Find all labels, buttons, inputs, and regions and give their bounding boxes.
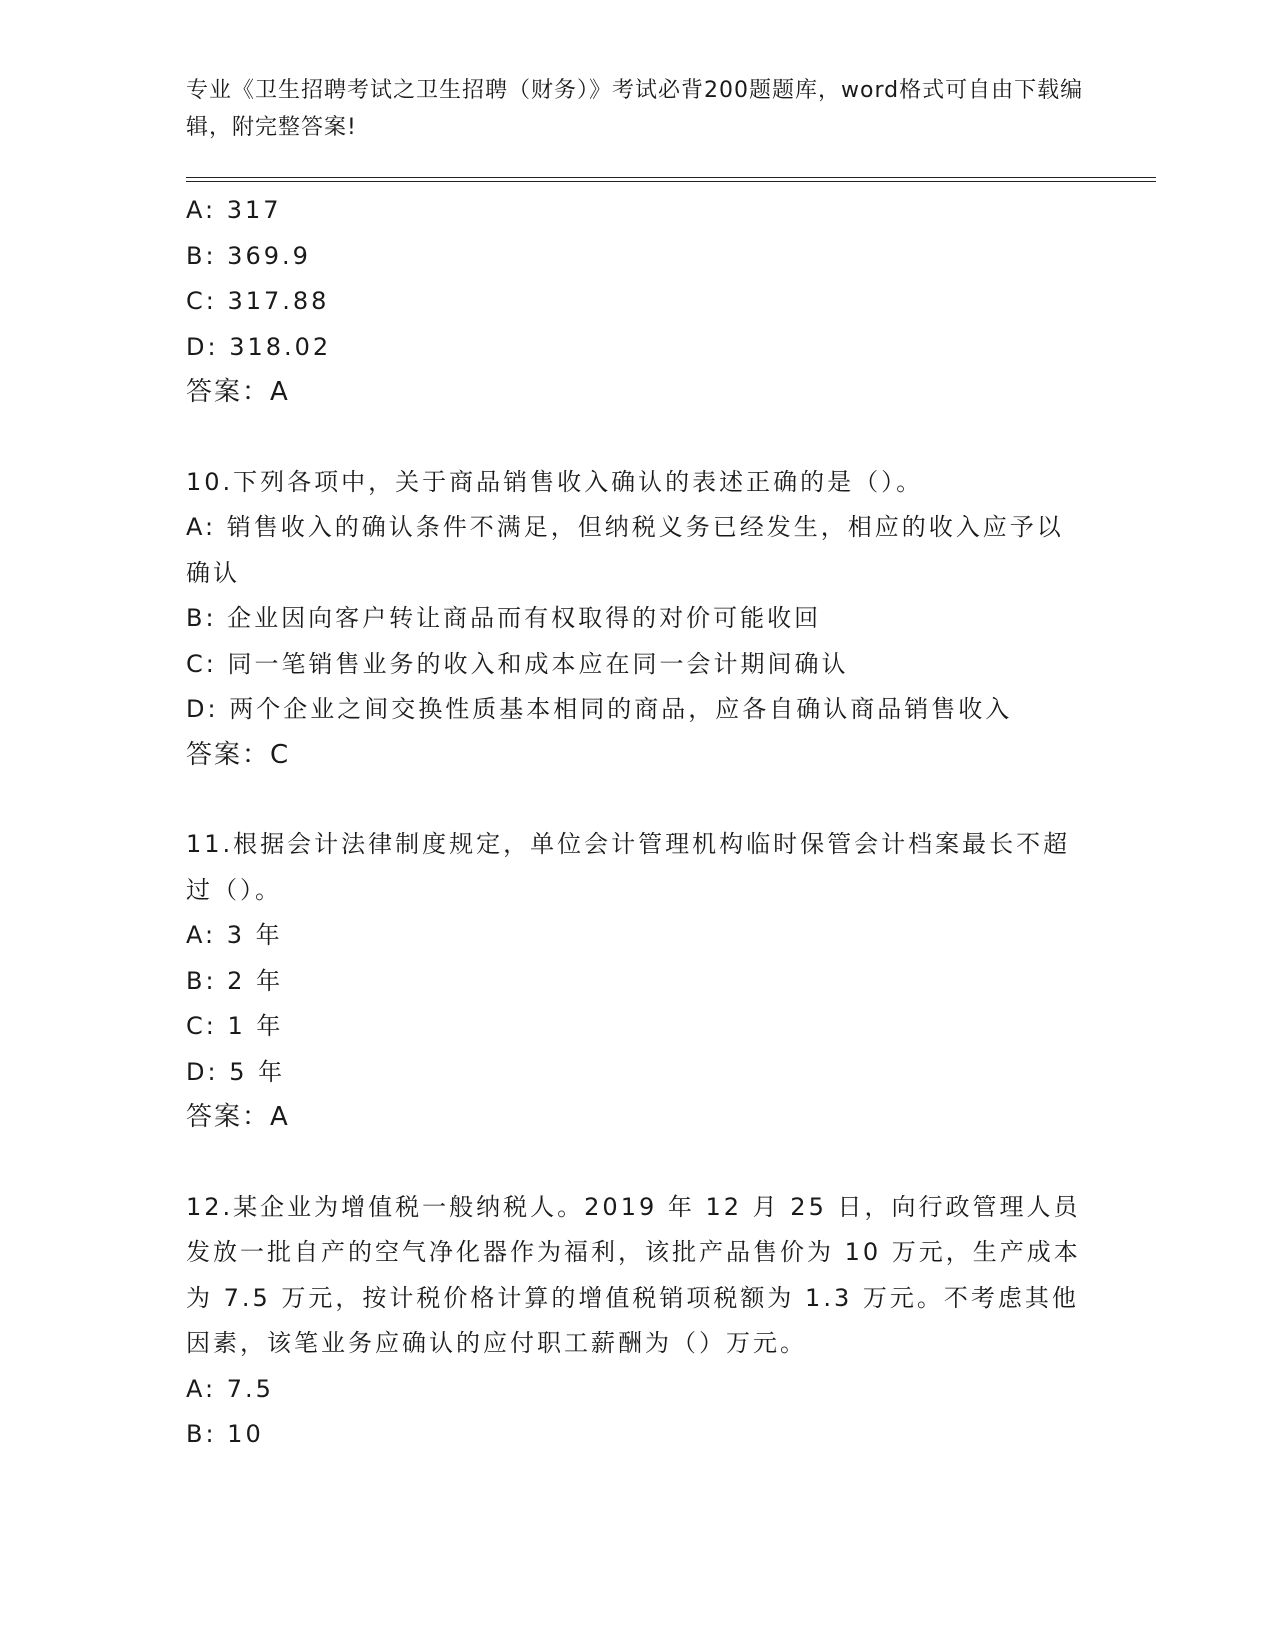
option-b: B: 10 [186,1420,264,1448]
question-10 [186,460,1086,779]
option-c: C: 1 年 [186,1012,284,1040]
option-d: D: 318.02 [186,332,332,361]
option-a: A: 销售收入的确认条件不满足，但纳税义务已经发生，相应的收入应予以确认 [186,513,1064,587]
option-b: B: 2 年 [186,966,284,995]
option-a: A: 7.5 [186,1374,274,1403]
option-b: B: 企业因向客户转让商品而有权取得的对价可能收回 [186,604,822,632]
spacer [186,778,1086,822]
spacer [186,1141,1086,1185]
option-b: B: 369.9 [186,241,311,270]
question-12 [186,1185,1086,1458]
question-11 [186,822,1086,1141]
document-header [186,72,1086,146]
question-text: 11.根据会计法律制度规定，单位会计管理机构临时保管会计档案最长不超过（）。 [186,830,1071,904]
question-text: 12.某企业为增值税一般纳税人。2019 年 12 月 25 日，向行政管理人员发放一批自产的空气净化器作为福利，该批产品售价为 10 万元，生产成本为 7.5 万元，按计税价格计算的增值税销项税额为 1.3 万元。不考虑其他因素，该笔业务应确认的应付职工薪酬为（）万元。 [186,1192,1081,1357]
option-d: D: 两个企业之间交换性质基本相同的商品，应各自确认商品销售收入 [186,695,1013,723]
spacer [186,416,1086,460]
option-a: A: 3 年 [186,921,283,949]
question-9 [186,188,1086,416]
option-c: C: 同一笔销售业务的收入和成本应在同一会计期间确认 [186,649,849,678]
document-title: 专业《卫生招聘考试之卫生招聘（财务）》考试必背200题题库，word格式可自由下载编辑，附完整答案! [186,78,1084,140]
answer: 答案：A [186,377,290,407]
document-body [186,188,1086,1458]
answer: 答案：A [186,1102,290,1132]
answer: 答案：C [186,739,291,770]
option-c: C: 317.88 [186,287,330,315]
option-d: D: 5 年 [186,1057,286,1086]
question-text: 10.下列各项中，关于商品销售收入确认的表述正确的是（）。 [186,467,924,496]
option-a: A: 317 [186,196,282,224]
header-divider [186,177,1156,182]
